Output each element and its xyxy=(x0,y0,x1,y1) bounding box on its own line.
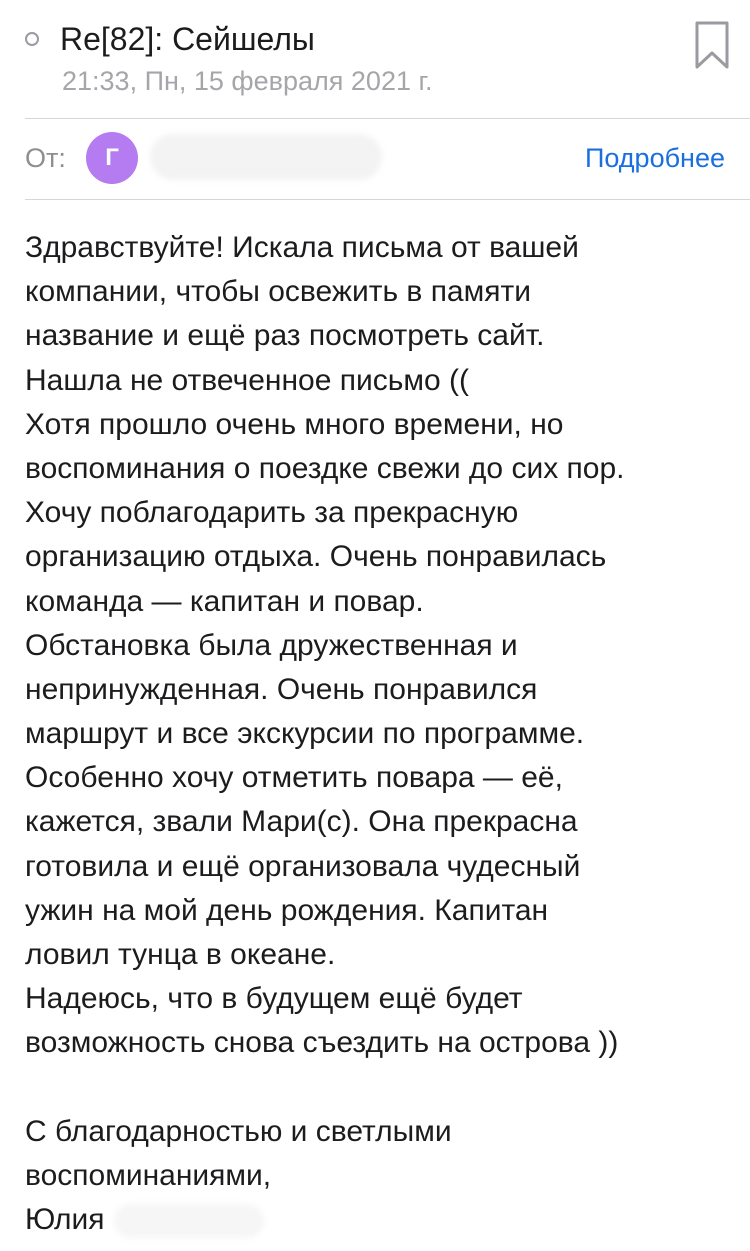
header-divider xyxy=(25,118,750,119)
message-header xyxy=(0,0,750,118)
message-line: Особенно хочу отметить повара — её, xyxy=(25,761,563,795)
message-line: Здравствуйте! Искала письма от вашей xyxy=(25,231,579,264)
from-label: От: xyxy=(25,143,66,173)
message-line: ловил тунца в океане. xyxy=(25,938,336,971)
message-line xyxy=(25,1066,745,1110)
message-subject: Re[82]: Сейшелы xyxy=(60,21,315,57)
message-line: возможность снова съездить на острова )) xyxy=(25,1026,619,1060)
message-line: готовила и ещё организовала чудесный xyxy=(25,849,581,883)
message-line: ужин на мой день рождения. Капитан xyxy=(25,893,549,927)
message-line: воспоминаниями, xyxy=(25,1158,272,1192)
sender-avatar[interactable]: Г xyxy=(86,132,138,184)
bookmark-icon[interactable] xyxy=(694,20,730,70)
signature-line xyxy=(25,1198,745,1242)
sender-name-redacted[interactable] xyxy=(150,134,382,180)
message-line: организацию отдыха. Очень понравилась xyxy=(25,540,607,574)
message-line: кажется, звали Мари(с). Она прекрасна xyxy=(25,805,578,839)
message-line: Обстановка была дружественная и xyxy=(25,628,518,662)
message-line: Надеюсь, что в будущем ещё будет xyxy=(25,982,523,1016)
message-line: название и ещё раз посмотреть сайт. xyxy=(25,319,545,353)
message-line: воспоминания о поездке свежи до сих пор. xyxy=(25,451,625,485)
sender-row xyxy=(0,120,750,198)
message-line: команда — капитан и повар. xyxy=(25,584,424,618)
message-line: Нашла не отвеченное письмо (( xyxy=(25,363,469,397)
details-link[interactable]: Подробнее xyxy=(584,143,725,173)
message-body xyxy=(25,226,745,1242)
message-line: Хотя прошло очень много времени, но xyxy=(25,407,564,441)
message-date: 21:33, Пн, 15 февраля 2021 г. xyxy=(62,66,433,96)
message-line: маршрут и все экскурсии по программе. xyxy=(25,717,585,751)
message-line: непринужденная. Очень понравился xyxy=(25,672,538,706)
signature-name: Юлия xyxy=(25,1203,105,1237)
message-line: Хочу поблагодарить за прекрасную xyxy=(25,496,519,530)
read-status-icon[interactable] xyxy=(25,32,39,46)
signature-redacted xyxy=(114,1204,264,1238)
message-line: С благодарностью и светлыми xyxy=(25,1114,452,1148)
message-line: компании, чтобы освежить в памяти xyxy=(25,275,531,309)
sender-divider xyxy=(25,199,750,200)
